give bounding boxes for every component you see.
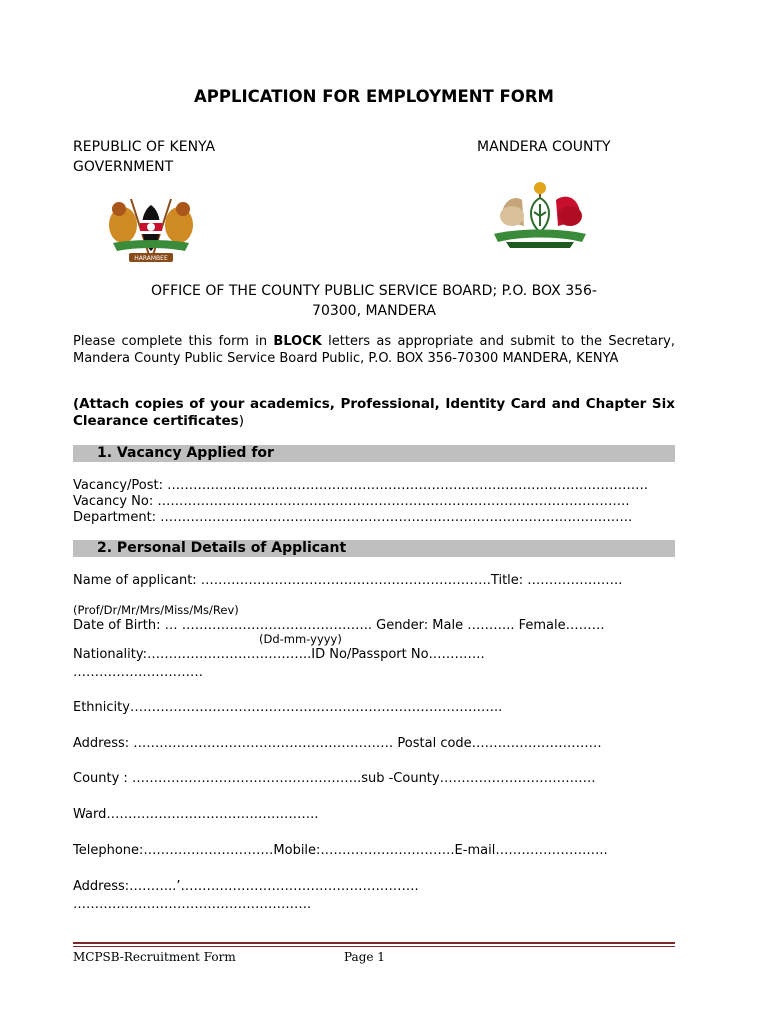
address-postal-field[interactable]: Address: …………………………………………………… Postal code…………………………	[73, 736, 602, 751]
address-field-2[interactable]: Address:………..’……………………………………………….	[73, 879, 419, 894]
ward-field[interactable]: Ward………………………………………….	[73, 807, 319, 822]
instructions-paragraph	[73, 334, 675, 367]
county-header: MANDERA COUNTY	[477, 139, 611, 155]
instructions-text: Please complete this form in	[73, 334, 274, 349]
section-1-bar	[73, 445, 675, 462]
office-line-1: OFFICE OF THE COUNTY PUBLIC SERVICE BOARD; P.O. BOX 356-	[151, 283, 597, 299]
form-title: APPLICATION FOR EMPLOYMENT FORM	[194, 87, 554, 106]
footer-page-number: Page 1	[344, 950, 385, 964]
kenya-coat-of-arms-icon	[103, 195, 199, 267]
government-header: GOVERNMENT	[73, 159, 174, 175]
vacancy-post-field[interactable]: Vacancy/Post: …………………………………………………………………………………………………	[73, 478, 649, 493]
nationality-id-field[interactable]: Nationality:………………………………..ID No/Passport No………….	[73, 647, 485, 662]
mandera-coat-of-arms-icon	[490, 180, 590, 250]
county-subcounty-field[interactable]: County : ……………………………………………..sub -County………………………………	[73, 771, 596, 786]
title-hint: (Prof/Dr/Mr/Mrs/Miss/Ms/Rev)	[73, 603, 239, 617]
block-emphasis: BLOCK	[273, 334, 322, 349]
department-field[interactable]: Department: ……………………………………………………………………………………………….	[73, 510, 633, 525]
attach-note-close: )	[238, 412, 244, 429]
footer-rule	[73, 942, 675, 944]
footer-form-name: MCPSB-Recruitment Form	[73, 950, 236, 964]
instructions-text-cont: letters as appropriate and submit to the Secretary, Mandera County Public Service Board Public, P.O. BOX 356-70300 MANDERA, KENYA	[73, 334, 676, 366]
harambee-motto-text: HARAMBEE	[134, 255, 168, 262]
name-of-applicant-field[interactable]: Name of applicant: ………………………………………………………….Title: ………………….	[73, 573, 623, 588]
section-1-heading: 1. Vacancy Applied for	[97, 445, 274, 461]
address-field-2-cont[interactable]: ……………………………………………….	[73, 897, 312, 912]
nationality-id-field-cont[interactable]: …………………………	[73, 665, 203, 680]
vacancy-no-field[interactable]: Vacancy No: ……………………………………………………………………………………………….	[73, 494, 630, 509]
date-of-birth-field[interactable]: Date of Birth: … …………………………………….. Gender: Male ……….. Female………	[73, 618, 605, 633]
footer-rule-thin	[73, 946, 675, 947]
dob-format-hint: (Dd-mm-yyyy)	[259, 632, 342, 646]
ethnicity-field[interactable]: Ethnicity…………………………………………………………………………..	[73, 700, 503, 715]
telephone-mobile-email-field[interactable]: Telephone:…………………………Mobile:………………………….E-mail……………………..	[73, 843, 608, 858]
section-2-bar	[73, 540, 675, 557]
attach-note-bold: (Attach copies of your academics, Professional, Identity Card and Chapter Six Clearance certificates	[73, 396, 675, 429]
section-2-heading: 2. Personal Details of Applicant	[97, 540, 347, 556]
republic-header: REPUBLIC OF KENYA	[73, 139, 216, 155]
attach-note	[73, 396, 675, 429]
office-line-2: 70300, MANDERA	[312, 303, 436, 319]
